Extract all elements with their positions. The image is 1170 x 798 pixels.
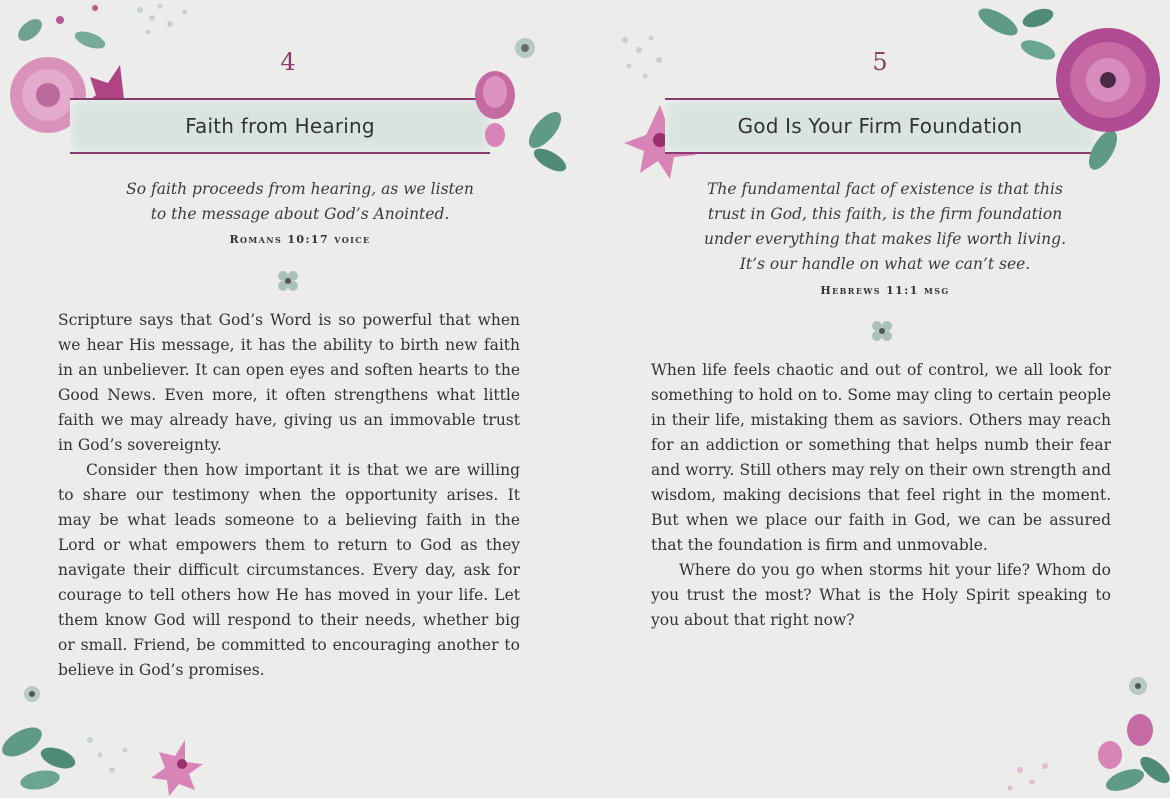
title-banner [70,98,490,154]
small-blossom-icon [277,270,299,292]
rosebud-icon [455,30,580,180]
verse-line: The fundamental fact of existence is that this [707,180,1063,198]
verse-line: It’s our handle on what we can’t see. [739,255,1031,273]
verse-line: trust in God, this faith, is the firm foundation [707,205,1063,223]
scripture-reference: Romans 10:17 voice [229,233,371,246]
rose-icon [968,0,1170,180]
body-text [651,358,1111,633]
page-number: 4 [280,48,296,76]
body-text [58,308,520,683]
paragraph: Consider then how important it is that we are willing to share our testimony when the opportunity arises. It may be what leads someone to a believing faith in the Lord or what empowers them to return to God as they navigate their difficult circumstances. Every day, ask for courage to tell others how He has moved in your life. Let them know God will respond to their needs, whether big or small. Friend, be committed to encouraging another to believe in God’s promises. [58,461,520,679]
page-number: 5 [872,48,888,76]
dotted-spray-icon [615,30,685,90]
rosebud-cluster-icon [1000,670,1170,798]
leaf-cluster-icon [0,680,230,798]
paragraph: Scripture says that God’s Word is so powerful that when we hear His message, it has the ability to birth new faith in an unbeliever. It can open eyes and soften hearts to the Good News. Even more, it often strengthens what little faith we may already have, giving us an immovable trust in God’s sovereignty. [58,311,520,454]
page-title: Faith from Hearing [185,114,375,138]
right-page [585,0,1170,798]
verse-line: So faith proceeds from hearing, as we listen [126,180,474,198]
page-title: God Is Your Firm Foundation [737,114,1023,138]
scripture-quote [645,177,1125,277]
paragraph: When life feels chaotic and out of control, we all look for something to hold on to. Some may cling to certain people in their life, mistaking them as saviors. Others may reach for an addiction or something that helps numb their fear and worry. Still others may rely on their own strength and wisdom, making decisions that feel right in the moment. But when we place our faith in God, we can be assured that the foundation is firm and unmovable. [651,361,1111,554]
verse-line: under everything that makes life worth living. [703,230,1067,248]
small-blossom-icon [871,320,893,342]
verse-line: to the message about God’s Anointed. [150,205,450,223]
dotted-spray-icon [130,0,210,60]
scripture-reference: Hebrews 11:1 msg [820,284,950,297]
scripture-quote [70,177,530,227]
paragraph: Where do you go when storms hit your life? Whom do you trust the most? What is the Holy Spirit speaking to you about that right now? [651,561,1111,629]
